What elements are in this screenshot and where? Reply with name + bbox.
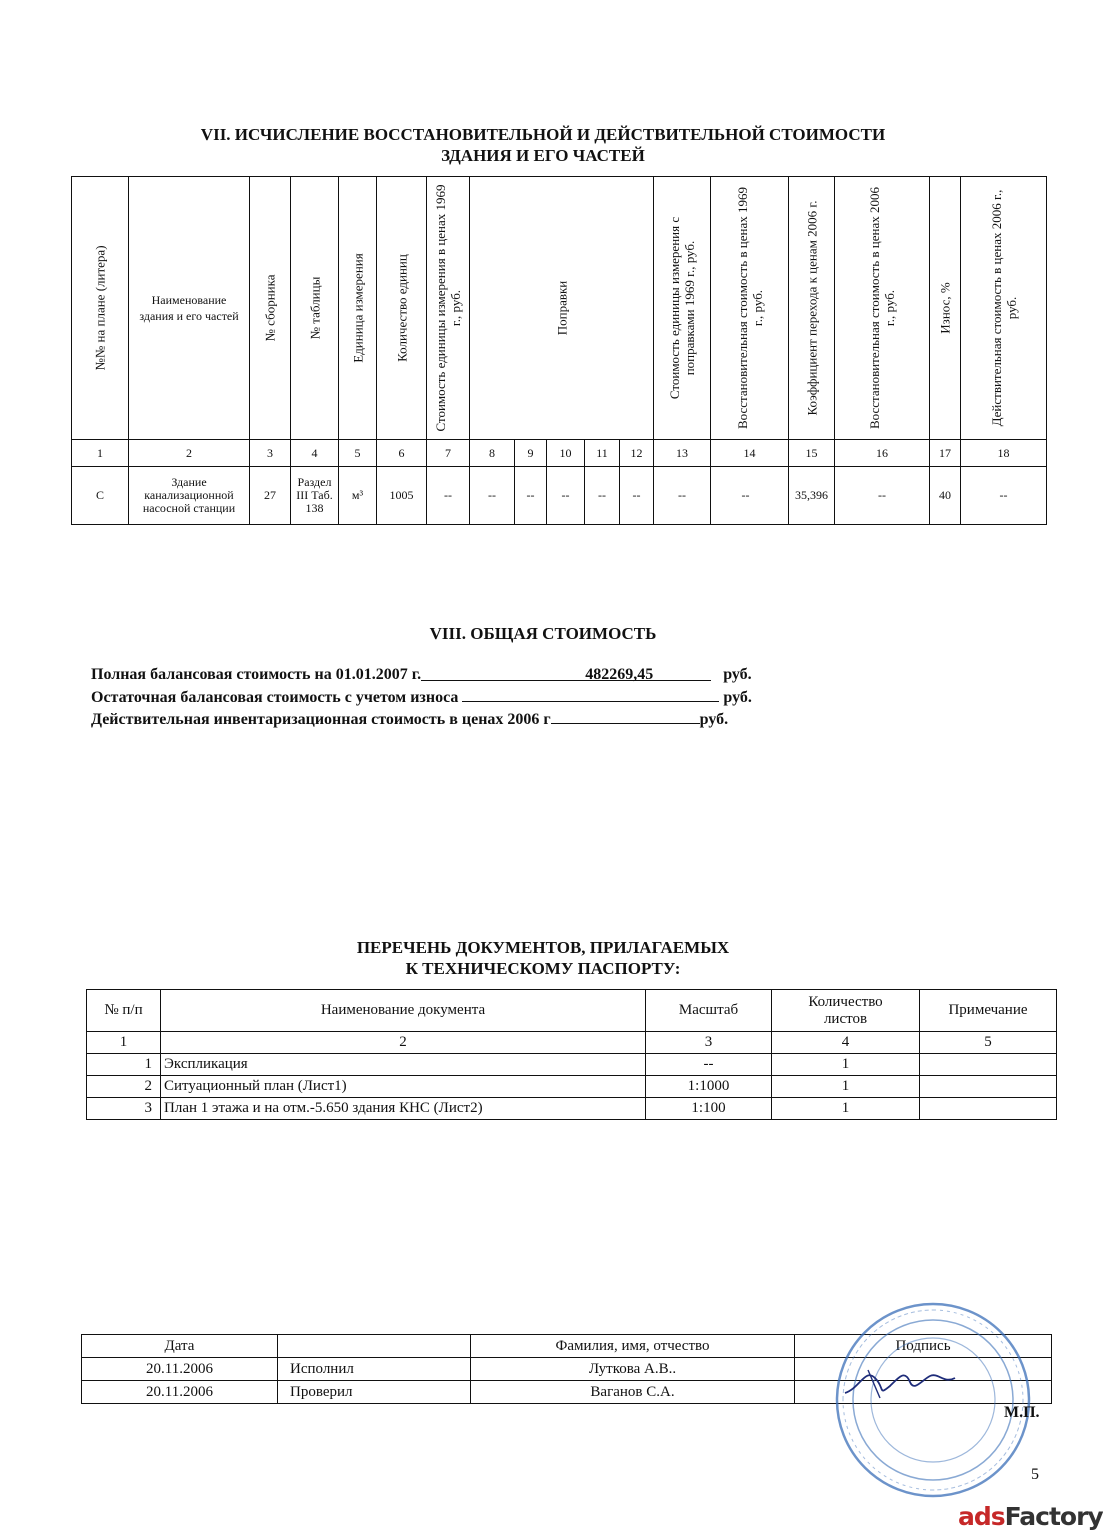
seal-mark-label: М.П. (1004, 1404, 1040, 1421)
section7-title (0, 124, 1086, 166)
col-number: 13 (654, 440, 711, 467)
sig-role: Проверил (278, 1381, 471, 1404)
doc-header-sheets: Количество листов (772, 990, 920, 1032)
doc-scale: 1:1000 (646, 1076, 772, 1098)
section8-title: VIII. ОБЩАЯ СТОИМОСТЬ (429, 624, 657, 643)
doc-number: 1 (87, 1054, 161, 1076)
section7-title-line1: VII. ИСЧИСЛЕНИЕ ВОССТАНОВИТЕЛЬНОЙ И ДЕЙСТВИТЕЛЬНОЙ СТОИМОСТИ (200, 125, 886, 144)
cell-c9: -- (515, 467, 547, 525)
documents-title (0, 937, 1086, 979)
doc-name: План 1 этажа и на отм.-5.650 здания КНС (Лист2) (161, 1098, 646, 1120)
col-number: 4 (772, 1032, 920, 1054)
doc-header-number: № п/п (87, 990, 161, 1032)
doc-number: 3 (87, 1098, 161, 1120)
col-header-wear-text: Износ, % (937, 282, 953, 334)
sig-date: 20.11.2006 (82, 1381, 278, 1404)
cost-line-unit: руб. (723, 689, 752, 706)
doc-header-name: Наименование документа (161, 990, 646, 1032)
cell-c7: -- (427, 467, 470, 525)
col-number: 3 (250, 440, 291, 467)
col-header-restoration-2006-text: Восстановительная стоимость в ценах 2006 г., руб. (867, 186, 897, 430)
cost-line-residual-value-field (462, 686, 719, 702)
col-header-litera-text: №№ на плане (литера) (92, 245, 108, 371)
cell-building-name: Здание канализационной насосной станции (129, 467, 250, 525)
doc-name: Ситуационный план (Лист1) (161, 1076, 646, 1098)
doc-sheets: 1 (772, 1054, 920, 1076)
cost-line-actual-value-field (551, 708, 700, 724)
cell-c8: -- (470, 467, 515, 525)
documents-title-line1: ПЕРЕЧЕНЬ ДОКУМЕНТОВ, ПРИЛАГАЕМЫХ (356, 938, 730, 957)
sig-date: 20.11.2006 (82, 1358, 278, 1381)
documents-header-row (87, 990, 1057, 1032)
col-number: 18 (961, 440, 1047, 467)
col-header-table (291, 177, 339, 440)
doc-header-note: Примечание (920, 990, 1057, 1032)
cell-wear: 40 (930, 467, 961, 525)
cell-c16: -- (835, 467, 930, 525)
cost-line-residual (91, 686, 752, 708)
section7-title-line2: ЗДАНИЯ И ЕГО ЧАСТЕЙ (441, 146, 645, 165)
col-header-unit (339, 177, 377, 440)
col-header-actual-2006 (961, 177, 1047, 440)
col-header-litera (72, 177, 129, 440)
cell-table-ref: Раздел III Таб. 138 (291, 467, 339, 525)
doc-note (920, 1076, 1057, 1098)
col-number: 1 (87, 1032, 161, 1054)
col-header-unit-text: Единица измерения (350, 253, 365, 363)
cell-coefficient: 35,396 (789, 467, 835, 525)
cost-line-full-balance (91, 665, 752, 685)
cost-line-unit: руб. (699, 711, 729, 728)
col-number: 1 (72, 440, 129, 467)
col-number: 17 (930, 440, 961, 467)
cost-line-residual-label: Остаточная балансовая стоимость с учетом износа (91, 689, 459, 706)
doc-name: Экспликация (161, 1054, 646, 1076)
cell-c11: -- (585, 467, 620, 525)
col-number: 14 (711, 440, 789, 467)
col-number: 9 (515, 440, 547, 467)
col-number: 11 (585, 440, 620, 467)
cell-litera: С (72, 467, 129, 525)
cell-qty: 1005 (377, 467, 427, 525)
col-header-wear (930, 177, 961, 440)
col-number: 2 (129, 440, 250, 467)
cost-line-full-balance-value-field (421, 665, 711, 681)
page-number: 5 (1031, 1466, 1039, 1483)
cost-calculation-table (71, 176, 1047, 525)
col-number: 2 (161, 1032, 646, 1054)
col-number: 15 (789, 440, 835, 467)
cost-line-full-balance-label: Полная балансовая стоимость на 01.01.2007 г. (91, 666, 422, 683)
sig-role: Исполнил (278, 1358, 471, 1381)
col-header-coefficient-text: Коэффициент перехода к ценам 2006 г. (804, 200, 819, 416)
table-row (87, 1098, 1057, 1120)
col-number: 3 (646, 1032, 772, 1054)
table-row (87, 1054, 1057, 1076)
documents-title-line2: К ТЕХНИЧЕСКОМУ ПАСПОРТУ: (405, 959, 681, 978)
col-header-qty-text: Количество единиц (394, 254, 409, 362)
table-row (72, 467, 1047, 525)
doc-header-scale: Масштаб (646, 990, 772, 1032)
watermark-logo: adsFactory (958, 1502, 1103, 1531)
col-number: 7 (427, 440, 470, 467)
col-header-actual-2006-text: Действительная стоимость в ценах 2006 г., руб. (988, 189, 1019, 427)
handwritten-signature (840, 1358, 960, 1403)
cell-c10: -- (547, 467, 585, 525)
col-number: 12 (620, 440, 654, 467)
col-number: 6 (377, 440, 427, 467)
cost-line-unit: руб. (723, 666, 752, 683)
cell-collection: 27 (250, 467, 291, 525)
cell-c12: -- (620, 467, 654, 525)
col-header-restoration-1969-text: Восстановительная стоимость в ценах 1969 г., руб. (734, 186, 765, 430)
col-header-unit-cost-1969 (427, 177, 470, 440)
doc-note (920, 1098, 1057, 1120)
column-number-row (72, 440, 1047, 467)
doc-number: 2 (87, 1076, 161, 1098)
sig-header-date: Дата (82, 1335, 278, 1358)
col-header-qty (377, 177, 427, 440)
sig-header-person: Фамилия, имя, отчество (471, 1335, 795, 1358)
cell-c18: -- (961, 467, 1047, 525)
doc-scale: -- (646, 1054, 772, 1076)
table-header-row (72, 177, 1047, 440)
col-header-cost-with-corrections (654, 177, 711, 440)
cell-c13: -- (654, 467, 711, 525)
col-header-table-text: № таблицы (307, 276, 322, 340)
col-header-corrections (470, 177, 654, 440)
sig-header-signature: Подпись (795, 1335, 1052, 1358)
cell-c14: -- (711, 467, 789, 525)
col-number: 4 (291, 440, 339, 467)
col-number: 8 (470, 440, 515, 467)
documents-col-number-row (87, 1032, 1057, 1054)
doc-sheets: 1 (772, 1098, 920, 1120)
col-header-name: Наименование здания и его частей (129, 177, 250, 440)
col-header-cost-with-corrections-text: Стоимость единицы измерения с поправками 1969 г., руб. (667, 216, 697, 400)
table-row (87, 1076, 1057, 1098)
sig-person: Луткова А.В.. (471, 1358, 795, 1381)
doc-sheets: 1 (772, 1076, 920, 1098)
col-number: 5 (339, 440, 377, 467)
col-number: 10 (547, 440, 585, 467)
col-header-collection-text: № сборника (262, 274, 278, 342)
col-header-restoration-2006 (835, 177, 930, 440)
cost-line-full-balance-value: 482269,45 (585, 666, 654, 683)
col-header-coefficient (789, 177, 835, 440)
col-number: 16 (835, 440, 930, 467)
documents-table (86, 989, 1057, 1120)
col-header-corrections-text: Поправки (554, 280, 569, 336)
col-header-collection (250, 177, 291, 440)
col-header-restoration-1969 (711, 177, 789, 440)
doc-note (920, 1054, 1057, 1076)
doc-scale: 1:100 (646, 1098, 772, 1120)
col-header-unit-cost-1969-text: Стоимость единицы измерения в ценах 1969 г., руб. (433, 184, 463, 432)
cost-line-actual-label: Действительная инвентаризационная стоимость в ценах 2006 г (91, 711, 551, 728)
sig-header-role (278, 1335, 471, 1358)
cost-line-actual (91, 708, 728, 730)
col-number: 5 (920, 1032, 1057, 1054)
sig-person: Ваганов С.А. (471, 1381, 795, 1404)
cell-unit: м³ (339, 467, 377, 525)
